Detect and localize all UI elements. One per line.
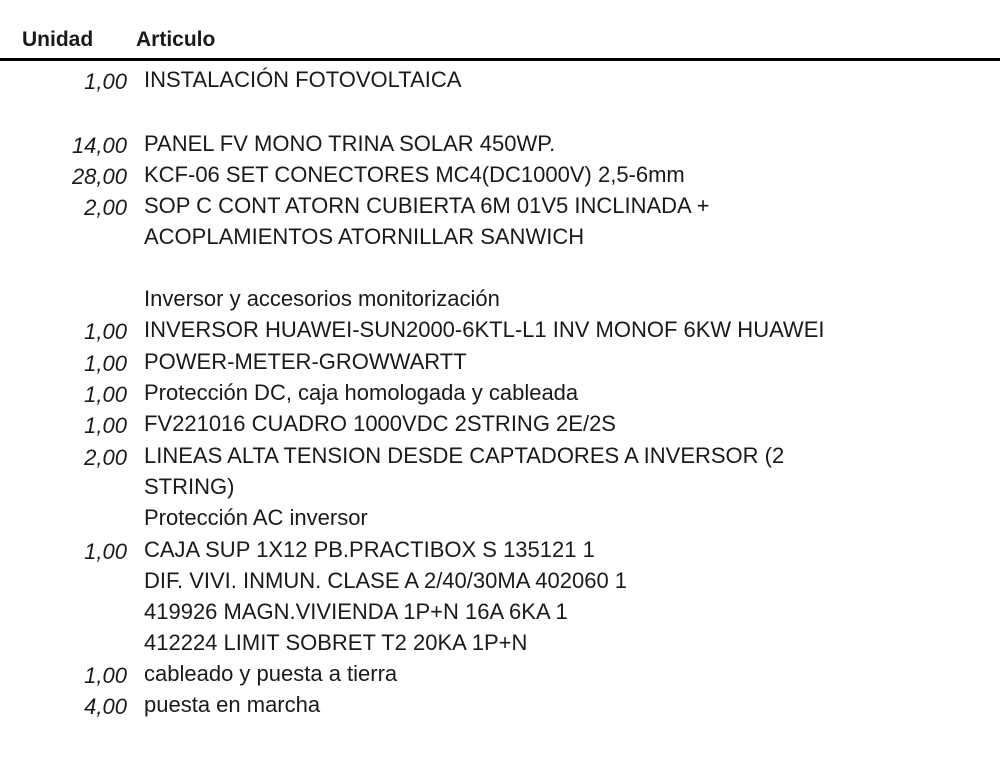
item-quantity: 4,00	[84, 694, 127, 719]
item-description: KCF-06 SET CONECTORES MC4(DC1000V) 2,5-6mm	[144, 162, 685, 187]
unit-column-header: Unidad	[22, 28, 94, 51]
list-item	[0, 408, 1000, 440]
list-item	[0, 534, 1000, 566]
item-description: puesta en marcha	[144, 692, 321, 717]
list-item	[0, 221, 1000, 253]
item-description: STRING)	[144, 474, 235, 499]
item-quantity: 1,00	[84, 413, 127, 438]
list-item	[0, 314, 1000, 346]
list-item	[0, 658, 1000, 690]
item-description: Protección DC, caja homologada y cableada	[144, 380, 579, 405]
list-item	[0, 159, 1000, 191]
item-quantity: 28,00	[71, 164, 127, 189]
list-item	[0, 627, 1000, 659]
item-quantity: 1,00	[84, 539, 127, 564]
list-item	[0, 190, 1000, 222]
item-description: PANEL FV MONO TRINA SOLAR 450WP.	[144, 131, 556, 156]
list-item	[0, 502, 1000, 534]
item-description: POWER-METER-GROWWARTT	[144, 349, 467, 374]
item-quantity: 2,00	[84, 195, 127, 220]
list-item	[0, 64, 1000, 96]
item-quantity: 2,00	[84, 445, 127, 470]
list-item	[0, 346, 1000, 378]
item-description: ACOPLAMIENTOS ATORNILLAR SANWICH	[144, 224, 585, 249]
item-description: Protección AC inversor	[144, 505, 368, 530]
item-quantity: 1,00	[84, 663, 127, 688]
item-quantity: 1,00	[84, 351, 127, 376]
item-description: 412224 LIMIT SOBRET T2 20KA 1P+N	[144, 630, 528, 655]
item-description: SOP C CONT ATORN CUBIERTA 6M 01V5 INCLINADA +	[144, 193, 710, 218]
header-divider	[0, 58, 1000, 61]
list-item	[0, 283, 1000, 315]
item-description: INVERSOR HUAWEI-SUN2000-6KTL-L1 INV MONOF 6KW HUAWEI	[144, 317, 825, 342]
item-description: INSTALACIÓN FOTOVOLTAICA	[144, 67, 462, 92]
list-item	[0, 440, 1000, 472]
article-column-header: Articulo	[136, 28, 216, 51]
item-quantity: 1,00	[84, 382, 127, 407]
item-description: 419926 MAGN.VIVIENDA 1P+N 16A 6KA 1	[144, 599, 568, 624]
table-header	[0, 26, 1000, 54]
item-quantity: 1,00	[84, 319, 127, 344]
list-item	[0, 689, 1000, 721]
item-description: LINEAS ALTA TENSION DESDE CAPTADORES A INVERSOR (2	[144, 443, 785, 468]
item-description: FV221016 CUADRO 1000VDC 2STRING 2E/2S	[144, 411, 616, 436]
item-description: cableado y puesta a tierra	[144, 661, 398, 686]
item-description: DIF. VIVI. INMUN. CLASE A 2/40/30MA 402060 1	[144, 568, 628, 593]
list-item	[0, 128, 1000, 160]
item-description: Inversor y accesorios monitorización	[144, 286, 500, 311]
item-quantity: 1,00	[84, 69, 127, 94]
list-item	[0, 377, 1000, 409]
item-quantity: 14,00	[71, 133, 127, 158]
list-item	[0, 596, 1000, 628]
item-description: CAJA SUP 1X12 PB.PRACTIBOX S 135121 1	[144, 537, 595, 562]
list-item	[0, 565, 1000, 597]
list-item	[0, 471, 1000, 503]
